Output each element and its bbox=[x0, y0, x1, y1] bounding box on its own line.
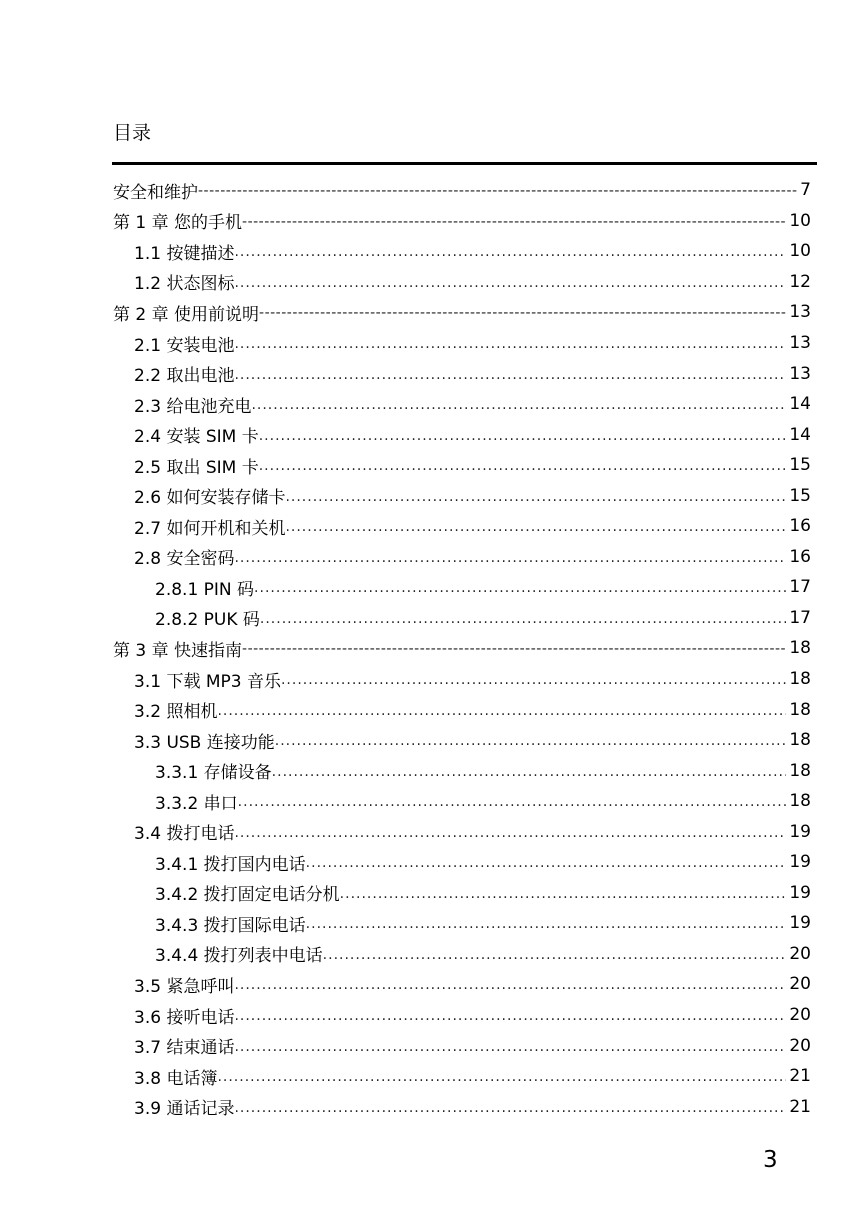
title-rule bbox=[112, 162, 817, 165]
toc-entry-label: 第 2 章 使用前说明 bbox=[113, 304, 260, 325]
toc-leader bbox=[285, 481, 786, 511]
toc-entry[interactable] bbox=[0, 755, 868, 786]
toc-leader bbox=[234, 1031, 786, 1061]
toc-entry[interactable] bbox=[0, 633, 868, 664]
toc-entry-page: 18 bbox=[789, 730, 811, 751]
toc-leader bbox=[251, 389, 786, 419]
toc-entry[interactable] bbox=[0, 542, 868, 573]
toc-leader bbox=[259, 450, 787, 480]
toc-entry[interactable] bbox=[0, 236, 868, 267]
toc-entry-page: 13 bbox=[789, 333, 811, 353]
toc-entry-label: 3.4.3 拨打国际电话 bbox=[155, 915, 306, 936]
toc-entry-page: 10 bbox=[789, 241, 811, 262]
toc-leader bbox=[275, 725, 787, 755]
toc-entry-label: 3.3 USB 连接功能 bbox=[134, 732, 275, 753]
toc-leader bbox=[259, 297, 786, 327]
toc-leader bbox=[323, 939, 787, 969]
toc-entry-label: 3.4.2 拨打固定电话分机 bbox=[155, 885, 340, 906]
toc-entry-page: 17 bbox=[789, 577, 811, 598]
toc-entry-page: 13 bbox=[789, 302, 811, 323]
toc-entry-label: 第 3 章 快速指南 bbox=[113, 640, 243, 661]
toc-entry-label: 3.3.1 存储设备 bbox=[155, 763, 272, 784]
toc-entry[interactable] bbox=[0, 206, 868, 237]
toc-entry[interactable] bbox=[0, 1061, 868, 1092]
toc-entry-label: 1.2 状态图标 bbox=[134, 274, 235, 295]
toc-leader bbox=[340, 878, 787, 908]
toc-entry-label: 3.6 接听电话 bbox=[134, 1007, 235, 1028]
toc-entry[interactable] bbox=[0, 297, 868, 328]
toc-entry-page: 13 bbox=[789, 363, 811, 384]
toc-leader bbox=[254, 572, 786, 602]
toc-entry-label: 2.7 如何开机和关机 bbox=[134, 518, 286, 539]
toc-leader bbox=[234, 1000, 786, 1030]
toc-entry-label: 3.3.2 串口 bbox=[155, 793, 238, 814]
toc-entry-page: 19 bbox=[789, 913, 811, 934]
toc-entry-label: 3.4 拨打电话 bbox=[134, 824, 235, 845]
toc-entry[interactable] bbox=[0, 1030, 868, 1061]
toc-entry-page: 16 bbox=[789, 516, 811, 537]
toc-entry-label: 2.3 给电池充电 bbox=[134, 396, 252, 417]
toc-entry-page: 20 bbox=[789, 1005, 811, 1026]
toc-leader bbox=[234, 969, 786, 999]
toc-entry-page: 19 bbox=[789, 821, 811, 842]
toc-leader bbox=[234, 1092, 786, 1122]
toc-leader bbox=[234, 542, 786, 572]
toc-entry-page: 20 bbox=[789, 943, 811, 964]
toc-entry[interactable] bbox=[0, 419, 868, 450]
toc-entry[interactable] bbox=[0, 725, 868, 756]
toc-entry[interactable] bbox=[0, 816, 868, 847]
toc-entry-page: 15 bbox=[789, 455, 811, 476]
toc-entry-page: 18 bbox=[789, 699, 811, 720]
toc-entry[interactable] bbox=[0, 511, 868, 542]
toc-entry-page: 20 bbox=[789, 974, 811, 995]
toc-entry-label: 2.8 安全密码 bbox=[134, 549, 235, 570]
toc-leader bbox=[234, 359, 786, 389]
toc-leader bbox=[281, 664, 786, 694]
toc-entry-label: 2.6 如何安装存储卡 bbox=[134, 488, 286, 509]
toc-leader bbox=[306, 908, 787, 938]
toc-entry-label: 2.2 取出电池 bbox=[134, 366, 235, 387]
toc-entry-page: 21 bbox=[789, 1066, 811, 1087]
toc-entry-label: 1.1 按键描述 bbox=[134, 243, 235, 264]
toc-entry[interactable] bbox=[0, 786, 868, 817]
toc-entry[interactable] bbox=[0, 878, 868, 909]
toc-entry[interactable] bbox=[0, 480, 868, 511]
toc-entry[interactable] bbox=[0, 267, 868, 298]
toc-leader bbox=[272, 756, 787, 786]
toc-entry[interactable] bbox=[0, 450, 868, 481]
toc-entry-label: 3.7 结束通话 bbox=[134, 1038, 235, 1059]
toc-leader bbox=[234, 817, 786, 847]
toc-entry[interactable] bbox=[0, 969, 868, 1000]
toc-entry-page: 15 bbox=[789, 485, 811, 506]
toc-entry-page: 18 bbox=[789, 760, 811, 781]
toc-leader bbox=[217, 695, 786, 725]
toc-leader bbox=[260, 603, 786, 633]
toc-entry-page: 14 bbox=[789, 424, 811, 445]
toc-entry[interactable] bbox=[0, 908, 868, 939]
toc-entry-label: 3.5 紧急呼叫 bbox=[134, 976, 235, 997]
toc-entry[interactable] bbox=[0, 1091, 868, 1122]
toc-leader bbox=[217, 1061, 786, 1091]
toc-entry[interactable] bbox=[0, 572, 868, 603]
toc-entry-page: 19 bbox=[789, 852, 811, 873]
toc-entry-label: 安全和维护 bbox=[113, 182, 198, 203]
toc-entry-label: 3.1 下载 MP3 音乐 bbox=[134, 671, 281, 692]
toc-entry[interactable] bbox=[0, 603, 868, 634]
toc-entry[interactable] bbox=[0, 358, 868, 389]
toc-leader bbox=[285, 511, 786, 541]
toc-leader bbox=[234, 267, 786, 297]
toc-entry-page: 18 bbox=[789, 638, 811, 659]
toc-entry-label: 3.4.1 拨打国内电话 bbox=[155, 854, 306, 875]
toc-entry-label: 3.9 通话记录 bbox=[134, 1099, 235, 1120]
toc-leader bbox=[234, 328, 786, 358]
toc-entry[interactable] bbox=[0, 694, 868, 725]
toc-entry[interactable] bbox=[0, 847, 868, 878]
toc-entry-label: 2.1 安装电池 bbox=[134, 335, 235, 356]
toc-leader bbox=[238, 786, 787, 816]
toc-entry-label: 3.2 照相机 bbox=[134, 702, 218, 723]
toc-entry-page: 18 bbox=[789, 669, 811, 690]
toc-leader bbox=[259, 420, 787, 450]
toc-entry-page: 14 bbox=[789, 394, 811, 415]
toc-entry-page: 18 bbox=[789, 791, 811, 812]
toc-entry-label: 第 1 章 您的手机 bbox=[113, 213, 243, 234]
toc-leader bbox=[242, 206, 786, 236]
toc-leader bbox=[306, 847, 787, 877]
page-number: 3 bbox=[763, 1147, 778, 1173]
toc-leader bbox=[242, 633, 786, 663]
toc-entry[interactable] bbox=[0, 389, 868, 420]
toc-entry[interactable] bbox=[0, 328, 868, 359]
toc-leader bbox=[198, 175, 797, 205]
toc-entry-page: 7 bbox=[800, 180, 811, 201]
toc-entry-label: 2.5 取出 SIM 卡 bbox=[134, 457, 259, 478]
toc-list bbox=[0, 175, 868, 1122]
toc-leader bbox=[234, 236, 786, 266]
toc-entry[interactable] bbox=[0, 175, 868, 206]
toc-entry-page: 19 bbox=[789, 882, 811, 903]
toc-entry-page: 16 bbox=[789, 546, 811, 567]
toc-entry-label: 2.8.1 PIN 码 bbox=[155, 579, 255, 600]
toc-entry-page: 17 bbox=[789, 607, 811, 628]
toc-entry-label: 3.4.4 拨打列表中电话 bbox=[155, 946, 323, 967]
toc-entry-label: 3.8 电话簿 bbox=[134, 1068, 218, 1089]
toc-title: 目录 bbox=[113, 122, 152, 144]
toc-entry[interactable] bbox=[0, 939, 868, 970]
toc-entry-page: 20 bbox=[789, 1035, 811, 1056]
toc-entry[interactable] bbox=[0, 664, 868, 695]
toc-entry-page: 12 bbox=[789, 271, 811, 292]
toc-entry[interactable] bbox=[0, 1000, 868, 1031]
toc-entry-page: 10 bbox=[789, 210, 811, 231]
toc-entry-label: 2.8.2 PUK 码 bbox=[155, 610, 260, 631]
toc-entry-page: 21 bbox=[789, 1096, 811, 1117]
toc-entry-label: 2.4 安装 SIM 卡 bbox=[134, 427, 259, 448]
